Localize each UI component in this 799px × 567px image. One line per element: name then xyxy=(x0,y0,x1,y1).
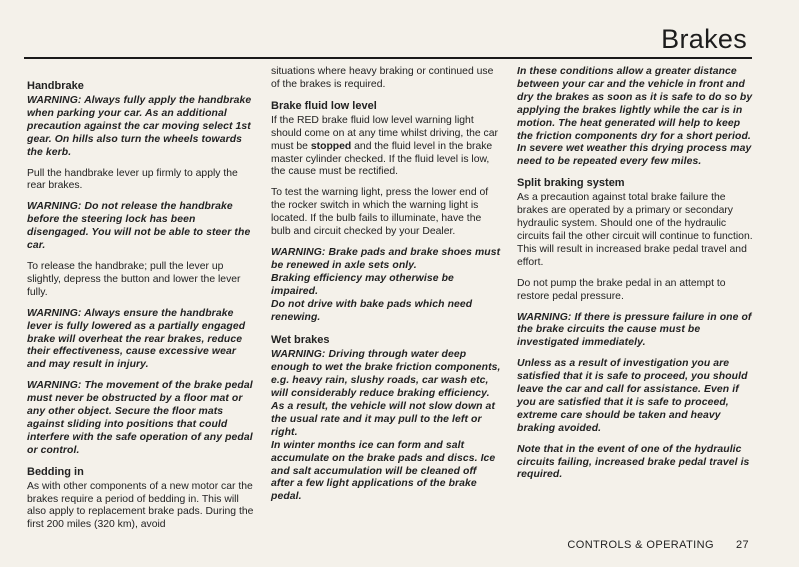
page-footer xyxy=(567,539,749,551)
fluid-text-stopped: stopped xyxy=(310,140,352,152)
page-title: Brakes xyxy=(661,24,747,54)
handbrake-warning-2: WARNING: Do not release the handbrake before the steering lock has been disengaged. You will not be able to steer the car. xyxy=(27,201,251,252)
fluid-text-a: If the RED brake fluid low level warning light should come on at any time whilst driving, the car must be xyxy=(271,114,498,152)
handbrake-heading: Handbrake xyxy=(27,80,84,92)
pump-pedal-text: Do not pump the brake pedal in an attempt to restore pedal pressure. xyxy=(517,277,726,302)
wet-brakes-heading: Wet brakes xyxy=(271,334,330,347)
warning-light-test-text: To test the warning light, press the lower end of the rocker switch in which the warning light is located. If the bulb fails to illuminate, have the bulb and circuit checked by your Dealer. xyxy=(271,187,489,238)
circuit-failure-note: Note that in the event of one of the hydraulic circuits failing, increased brake pedal travel is required. xyxy=(517,443,750,481)
column-3 xyxy=(517,66,753,490)
investigation-advice: Unless as a result of investigation you are satisfied that it is safe to proceed, you should leave the car and call for assistance. Even if you are satisfied that it is safe to proceed, extreme care should be taken and heavy braking avoided. xyxy=(517,358,748,434)
bedding-in-continued: situations where heavy braking or continued use of the brakes is required. xyxy=(271,66,494,90)
fluid-text-b: and the fluid level in the brake master cylinder checked. If the fluid level is low, the cause must be rectified. xyxy=(271,140,493,178)
split-braking-text: As a precaution against total brake failure the brakes are operated by a primary or secondary hydraulic system. Should one of the hydraulic circuits fail the other circuit will continue to function. This will result in increased brake pedal travel and effort. xyxy=(517,192,753,268)
column-2 xyxy=(271,66,502,512)
handbrake-release-text: To release the handbrake; pull the lever up slightly, depress the button and lower the lever fully. xyxy=(27,260,241,298)
page-number: 27 xyxy=(735,539,749,551)
pressure-failure-warning: WARNING: If there is pressure failure in one of the brake circuits the cause must be investigated immediately. xyxy=(517,311,752,349)
handbrake-warning-3: WARNING: Always ensure the handbrake lever is fully lowered as a partially engaged brake will overheat the rear brakes, reduce their effectiveness, cause excessive wear and may result in injury. xyxy=(27,307,246,371)
fluid-level-heading: Brake fluid low level xyxy=(271,99,377,112)
column-1 xyxy=(27,80,255,540)
header-rule xyxy=(24,57,752,59)
pedal-warning: WARNING: The movement of the brake pedal must never be obstructed by a floor mat or any other object. Secure the floor mats against sliding into positions that could interfere with the safe operation of any pedal or control. xyxy=(27,380,253,456)
bedding-in-heading: Bedding in xyxy=(27,465,84,478)
pads-warning-a: WARNING: Brake pads and brake shoes must be renewed in axle sets only. xyxy=(271,246,501,271)
pads-warning-c: Do not drive with bake pads which need renewing. xyxy=(271,298,473,323)
wet-conditions-advice: In these conditions allow a greater distance between your car and the vehicle in front and dry the brakes as soon as it is safe to do so by applying the brakes lightly while the car is in motion. The heat generated will help to keep the friction components dry for a short period. In severe wet weather this drying process may need to be repeated every few miles. xyxy=(517,66,753,168)
pads-warning-b: Braking efficiency may otherwise be impaired. xyxy=(271,272,454,297)
handbrake-warning-1: WARNING: Always fully apply the handbrake when parking your car. As an additional precaution against the car moving select 1st gear. On hills also turn the wheels towards the kerb. xyxy=(27,95,252,158)
wet-brakes-warning: WARNING: Driving through water deep enough to wet the brake friction components, e.g. heavy rain, slushy roads, car wash etc, will considerably reduce braking efficiency. As a result, the vehicle will not slow down at the usual rate and it may pull to the left or right. xyxy=(271,349,501,438)
handbrake-apply-text: Pull the handbrake lever up firmly to apply the rear brakes. xyxy=(27,167,238,192)
footer-section: CONTROLS & OPERATING xyxy=(567,539,714,551)
split-braking-heading: Split braking system xyxy=(517,177,625,190)
bedding-in-text: As with other components of a new motor car the brakes require a period of bedding in. This will also apply to replacement brake pads. During the first 200 miles (320 km), avoid xyxy=(27,480,254,531)
fluid-level-text xyxy=(271,115,502,180)
ice-salt-warning: In winter months ice can form and salt accumulate on the brake pads and discs. Ice and salt accumulation will be cleaned off after a few light applications of the brake pedal. xyxy=(271,439,496,503)
